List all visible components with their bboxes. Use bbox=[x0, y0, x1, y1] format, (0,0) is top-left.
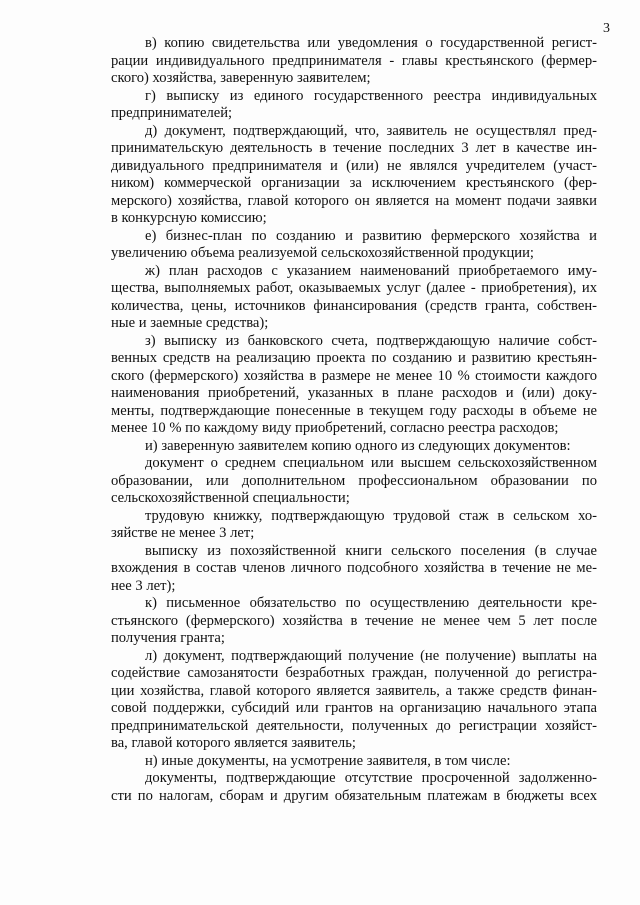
text-line: сельскохозяйственной специальности; bbox=[111, 490, 350, 506]
text-line: н) иные документы, на усмотрение заявителя, в том числе: bbox=[145, 752, 511, 769]
text-line: содействие самозанятости безработных граждан, полученной до регистра- bbox=[111, 665, 597, 681]
text-line: рации индивидуального предпринимателя - главы крестьянского (фермер- bbox=[111, 52, 597, 69]
paragraph bbox=[111, 648, 597, 753]
text-line: ва, главой которого является заявитель; bbox=[111, 735, 356, 751]
text-line: з) выписку из банковского счета, подтверждающую наличие собст- bbox=[145, 332, 597, 349]
text-line: количества, цены, источников финансирования (средств гранта, собствен- bbox=[111, 297, 597, 314]
paragraph bbox=[111, 455, 597, 508]
paragraph bbox=[111, 753, 597, 771]
text-line: к) письменное обязательство по осуществлению деятельности кре- bbox=[145, 595, 597, 611]
text-line: документ о среднем специальном или высшем сельскохозяйственном bbox=[145, 455, 597, 471]
paragraph bbox=[111, 333, 597, 438]
paragraph bbox=[111, 543, 597, 596]
text-line: в) копию свидетельства или уведомления о государственной регист- bbox=[145, 35, 597, 51]
text-line: ского) хозяйства, заверенную заявителем; bbox=[111, 70, 371, 86]
text-line: образовании, или дополнительном профессиональном образовании по bbox=[111, 472, 597, 489]
text-line: нее 3 лет); bbox=[111, 577, 176, 594]
text-line: вхождения в состав членов личного подсобного хозяйства в течение не ме- bbox=[111, 560, 597, 576]
text-line: предпринимательской деятельности, полученных до регистрации хозяйст- bbox=[111, 717, 597, 734]
text-line: трудовую книжку, подтверждающую трудовой стаж в сельском хо- bbox=[145, 507, 597, 524]
text-line: ж) план расходов с указанием наименований приобретаемого иму- bbox=[145, 262, 597, 279]
paragraph bbox=[111, 228, 597, 263]
text-line: в конкурсную комиссию; bbox=[111, 210, 267, 226]
text-line: ции хозяйства, главой которого является заявитель, а также средств финан- bbox=[111, 682, 597, 699]
paragraph bbox=[111, 88, 597, 123]
paragraph bbox=[111, 123, 597, 228]
text-line: получения гранта; bbox=[111, 630, 225, 646]
text-line: венных средств на реализацию проекта по созданию и развитию крестьян- bbox=[111, 350, 597, 366]
text-line: наименования приобретений, указанных в плане расходов и (или) доку- bbox=[111, 385, 597, 401]
text-line: ные и заемные средства); bbox=[111, 315, 269, 331]
paragraph bbox=[111, 35, 597, 88]
text-line: ского (фермерского) хозяйства в размере не менее 10 % стоимости каждого bbox=[111, 367, 597, 384]
text-line: принимательскую деятельность в течение последних 3 лет в качестве ин- bbox=[111, 140, 597, 156]
text-line: щества, выполняемых работ, оказываемых услуг (далее - приобретения), их bbox=[111, 280, 597, 296]
paragraph bbox=[111, 263, 597, 333]
text-line: л) документ, подтверждающий получение (не получение) выплаты на bbox=[145, 647, 597, 664]
paragraph bbox=[111, 438, 597, 456]
paragraph bbox=[111, 595, 597, 648]
text-line: и) заверенную заявителем копию одного из следующих документов: bbox=[145, 437, 571, 454]
text-line: совой поддержки, субсидий или грантов на организацию начального этапа bbox=[111, 700, 597, 716]
page-number: 3 bbox=[603, 21, 610, 36]
text-line: менты, подтверждающие понесенные в текущем году расходы в объеме не bbox=[111, 402, 597, 419]
text-line: дивидуального предпринимателя и (или) не являлся учредителем (участ- bbox=[111, 157, 597, 174]
text-line: выписку из похозяйственной книги сельского поселения (в случае bbox=[145, 542, 597, 559]
text-line: предпринимателей; bbox=[111, 105, 233, 121]
text-line: ником) коммерческой организации за исключением крестьянского (фер- bbox=[111, 175, 597, 191]
text-line: менее 10 % по каждому виду приобретений, согласно реестра расходов; bbox=[111, 420, 559, 436]
text-line: зяйстве не менее 3 лет; bbox=[111, 525, 255, 541]
text-line: стьянского (фермерского) хозяйства в течение не менее чем 5 лет после bbox=[111, 612, 597, 629]
paragraph bbox=[111, 508, 597, 543]
text-line: г) выписку из единого государственного реестра индивидуальных bbox=[145, 87, 597, 104]
text-line: д) документ, подтверждающий, что, заявитель не осуществлял пред- bbox=[145, 122, 597, 139]
text-line: сти по налогам, сборам и другим обязательным платежам в бюджеты всех bbox=[111, 787, 597, 804]
text-line: е) бизнес-план по созданию и развитию фермерского хозяйства и bbox=[145, 227, 597, 244]
paragraph bbox=[111, 770, 597, 805]
document-body bbox=[111, 35, 597, 805]
text-line: мерского) хозяйства, главой которого он является на момент подачи заявки bbox=[111, 192, 597, 209]
text-line: увеличению объема реализуемой сельскохозяйственной продукции; bbox=[111, 245, 534, 261]
text-line: документы, подтверждающие отсутствие просроченной задолженно- bbox=[145, 770, 597, 786]
